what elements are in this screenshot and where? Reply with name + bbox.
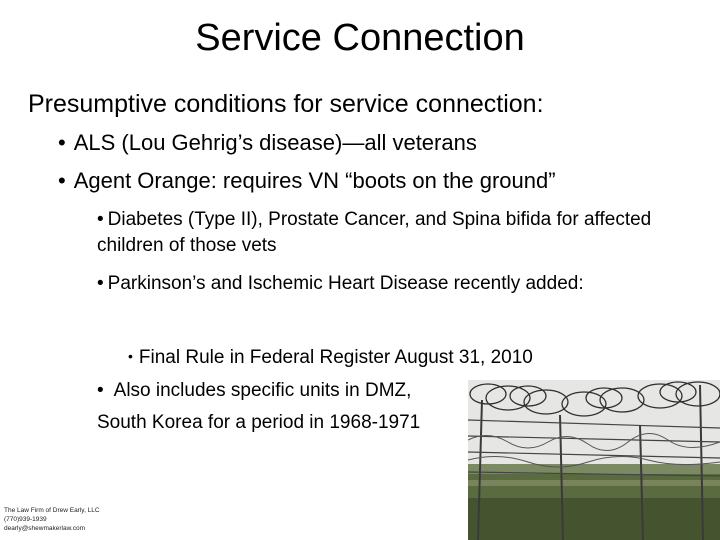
footer-email: dearly@shewmakerlaw.com	[4, 525, 86, 532]
barbed-wire-image	[468, 380, 720, 540]
bullet-icon: •	[58, 168, 66, 193]
bullet-icon: •	[58, 130, 66, 155]
sub-bullet-diabetes: • Diabetes (Type II), Prostate Cancer, and Spina bifida for affected children of those vets	[97, 209, 652, 256]
bullet-als: • ALS (Lou Gehrig’s disease)—all veterans	[58, 130, 477, 155]
footer-phone: (770)939-1939	[4, 516, 47, 523]
sub-sub-bullet-final-rule: • Final Rule in Federal Register August 31, 2010	[128, 347, 533, 368]
bullet-icon: •	[97, 380, 104, 401]
sub-bullet-parkinsons: • Parkinson’s and Ischemic Heart Disease recently added:	[97, 273, 584, 294]
barbed-wire-photo	[468, 380, 720, 540]
heading: Presumptive conditions for service connection:	[28, 90, 544, 118]
footer	[4, 506, 100, 533]
slide-title: Service Connection	[195, 17, 525, 59]
bullet-icon: •	[97, 209, 104, 230]
bullet-icon: •	[97, 273, 104, 294]
bullet-agent-orange: • Agent Orange: requires VN “boots on the ground”	[58, 168, 556, 193]
sub-bullet-dmz: • Also includes specific units in DMZ,	[97, 380, 412, 401]
sub-bullet-dmz-cont: South Korea for a period in 1968-1971	[97, 412, 421, 433]
footer-firm: The Law Firm of Drew Early, LLC	[4, 507, 100, 514]
bullet-icon: •	[128, 348, 133, 364]
